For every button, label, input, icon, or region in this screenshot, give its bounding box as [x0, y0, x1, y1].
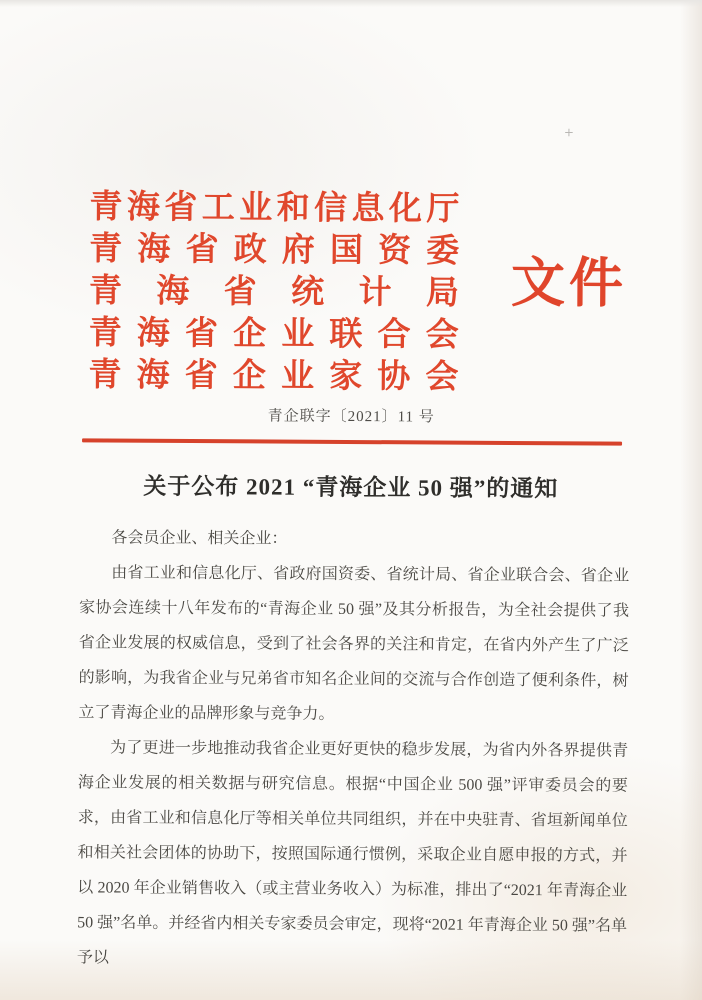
document-title: 关于公布 2021 “青海企业 50 强”的通知: [143, 473, 559, 502]
salutation: 各会员企业、相关企业：: [111, 529, 288, 548]
registration-mark-icon: +: [563, 125, 575, 140]
letterhead-line-5: 青 海 省 企 业 家 协 会: [88, 356, 459, 396]
letterhead-agency-block: [88, 182, 459, 394]
letterhead-line-1: 青 海 省 工 业 和 信 息 化 厅: [89, 188, 460, 228]
letterhead-line-2: 青 海 省 政 府 国 资 委: [89, 230, 460, 270]
letterhead-document-word: 文件: [510, 252, 628, 314]
letterhead-line-4: 青 海 省 企 业 联 合 会: [88, 314, 459, 354]
body-paragraph-2: 为了更进一步地推动我省企业更好更快的稳步发展，为省内外各界提供青海企业发展的相关数据与研究信息。根据“中国企业 500 强”评审委员会的要求，由省工业和信息化厅等相关单位共同组织，并在中央驻青、省垣新闻单位和相关社会团体的协助下，按照国际通行惯例，采取企业自愿申报的方式，并以 2020 年企业销售收入（或主营业务收入）为标准，排出了“2021 年青海企业 50 强”名单。并经省内相关专家委员会审定，现将“2021 年青海企业 50 强”名单予以: [76, 739, 629, 967]
reference-number: 青企联字〔2021〕11 号: [267, 408, 435, 426]
letterhead-line-3: 青 海 省 统 计 局: [88, 272, 460, 312]
document-body: [77, 520, 630, 978]
body-paragraph-1: 由省工业和信息化厅、省政府国资委、省统计局、省企业联合会、省企业家协会连续十八年发布的“青海企业 50 强”及其分析报告，为全社会提供了我省企业发展的权威信息，受到了社会各界的关注和肯定，在省内外产生了广泛的影响，为我省企业与兄弟省市知名企业间的交流与合作创造了便利条件，树立了青海企业的品牌形象与竞争力。: [78, 564, 630, 723]
red-divider-rule: [82, 438, 622, 445]
